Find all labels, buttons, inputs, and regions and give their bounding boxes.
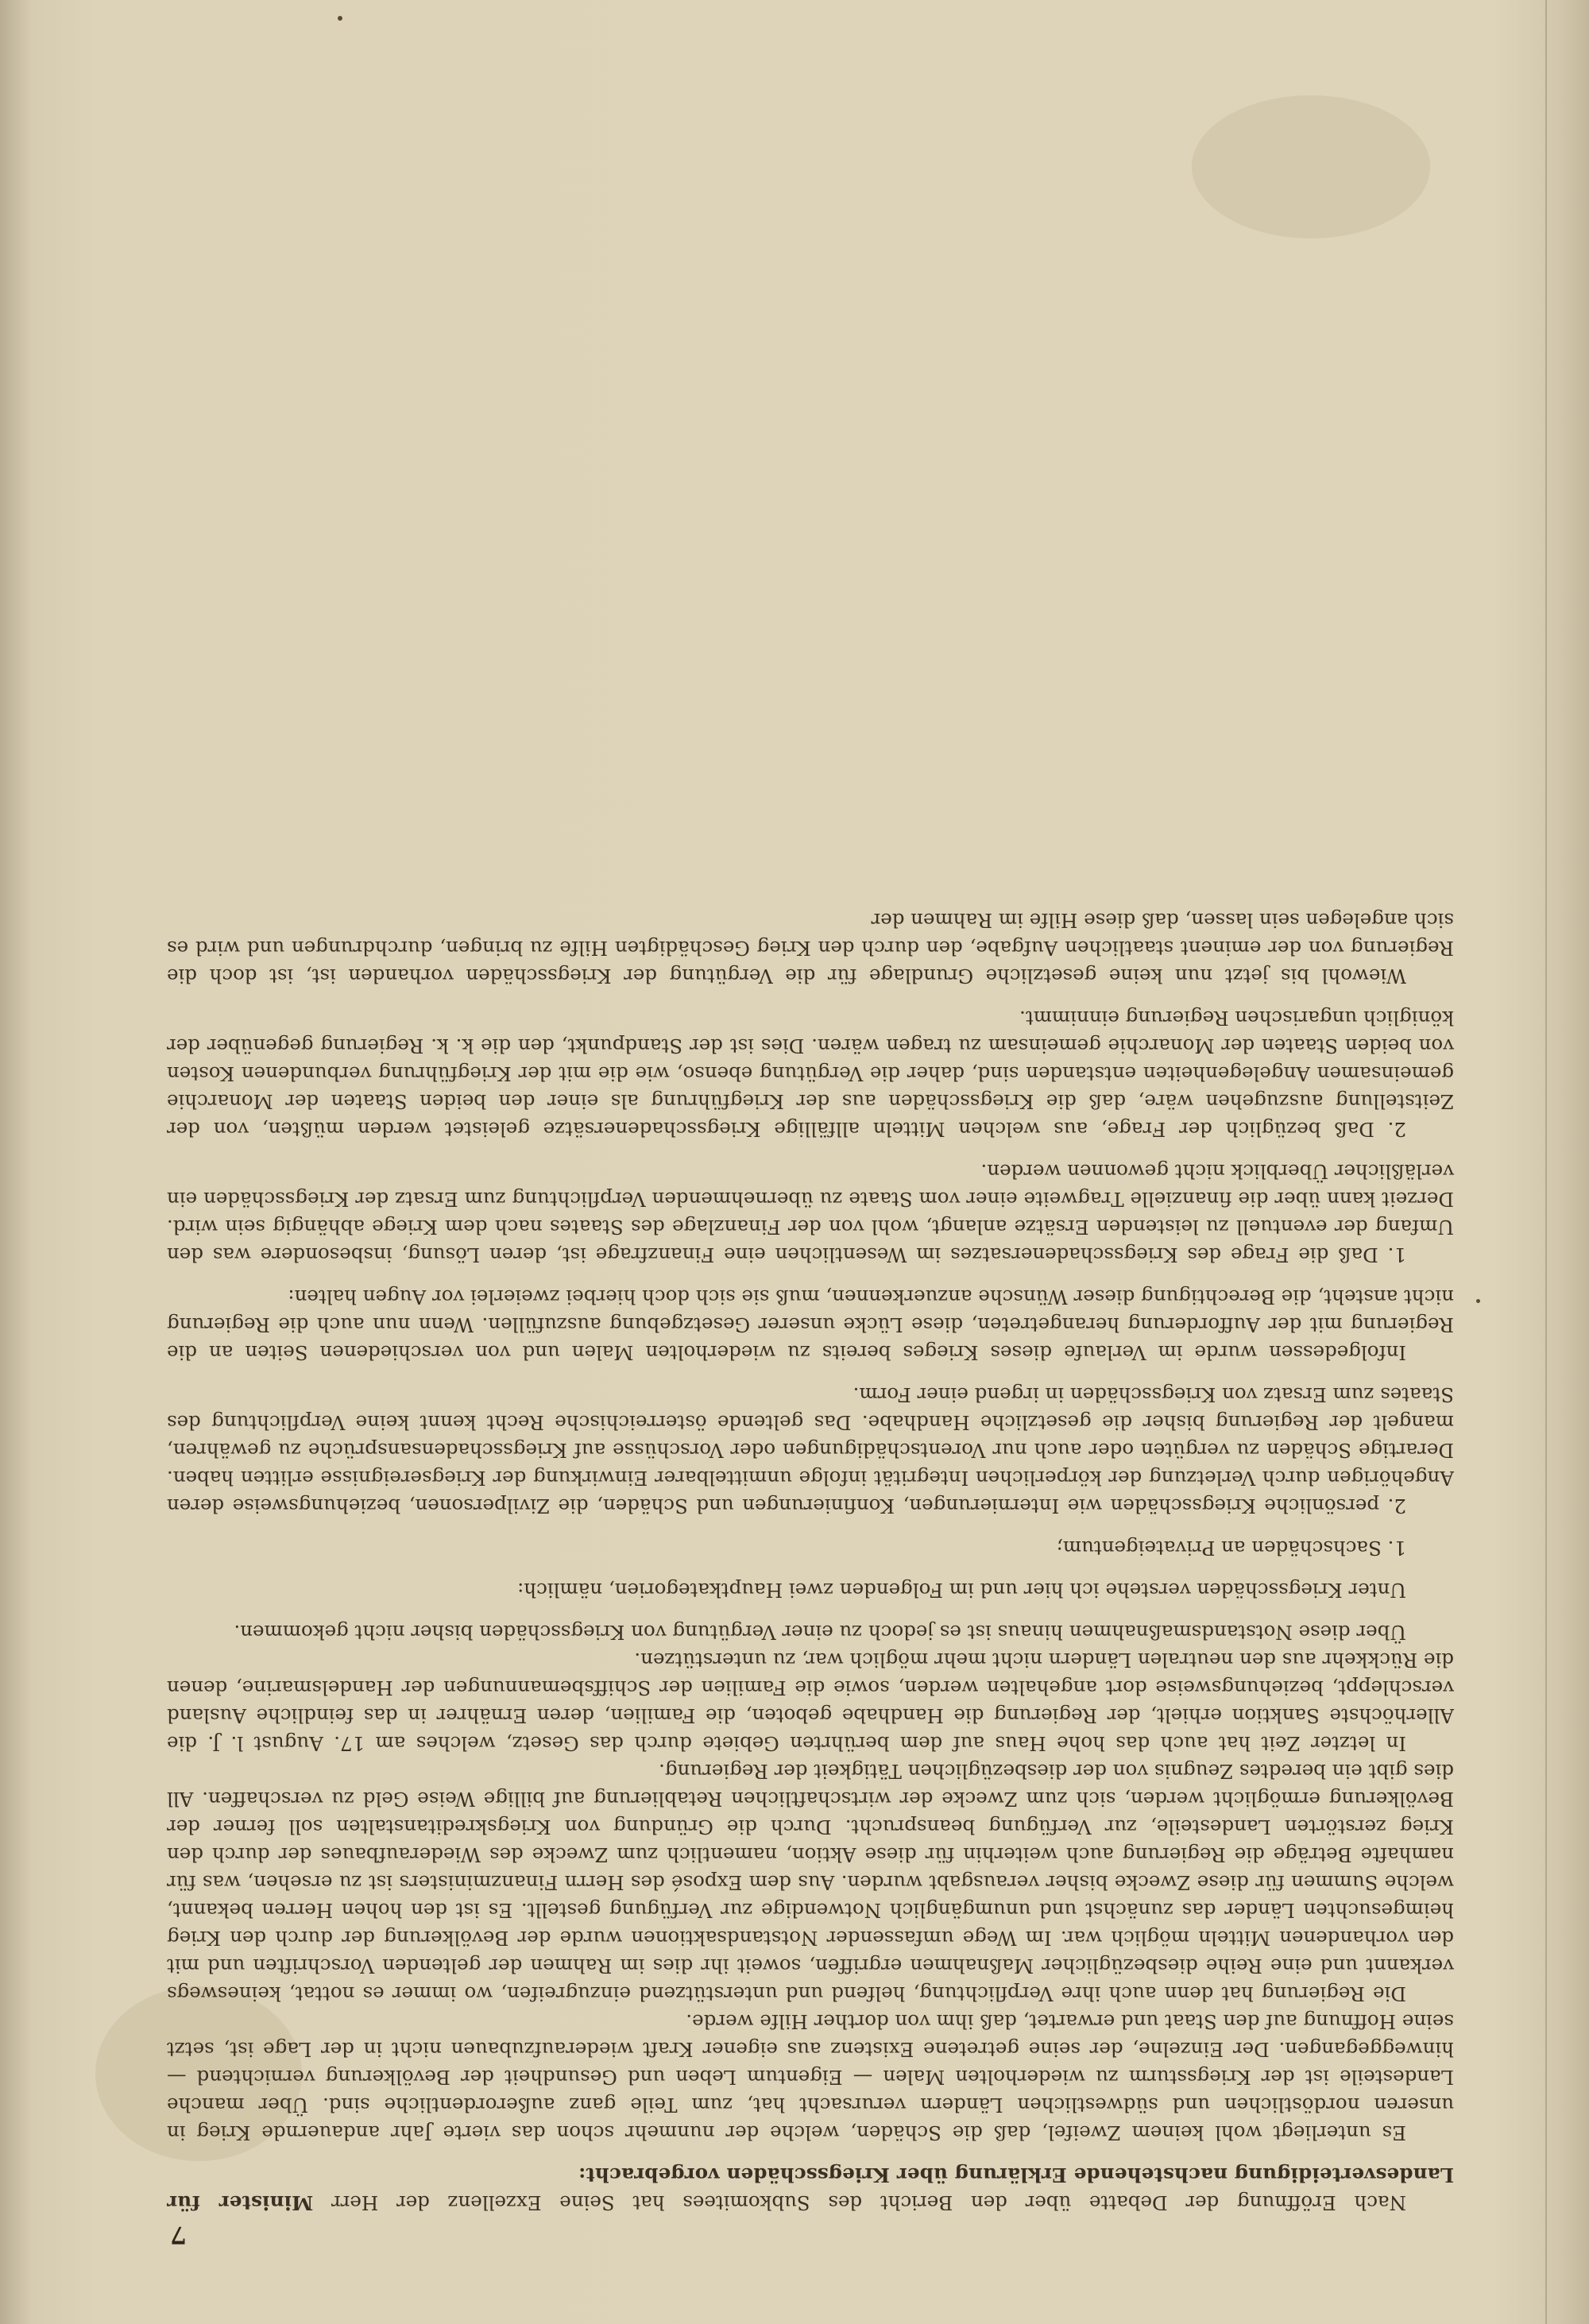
upside-down-text-block — [167, 230, 1454, 2249]
page-number: 7 — [170, 2221, 187, 2249]
ink-spot — [338, 16, 342, 21]
body-paragraph: Über diese Notstandsmaßnahmen hinaus ist es jedoch zu einer Vergütung von Kriegsschäden bisher nicht gekommen. — [234, 1621, 1406, 1644]
body-paragraph: Die Regierung hat denn auch ihre Verpflichtung, helfend und unterstützend einzugreifen, wo immer es nottat, keineswegs verkannt und eine Reihe diesbezüglicher Maßnahmen ergriffen, soweit ihr dies im Rahmen der geltenden Vorschriften und mit den vorhandenen Mitteln möglich war. Im Wege umfassender Notstandsaktionen wurde der Bevölkerung der durch den Krieg heimgesuchten Länder das zunächst und unumgänglich Notwendige zur Verfügung gestellt. Es ist den hohen Herren bekannt, welche Summen für diese Zwecke bisher verausgabt wurden. Aus dem Exposé des Herrn Finanzministers ist zu ersehen, was für namhafte Beträge die Regierung auch weiterhin für diese Aktion, namentlich zum Zwecke des Wiederaufbaues der durch den Krieg zerstörten Landesteile, zur Verfügung beansprucht. Durch die Gründung von Kriegskreditanstalten soll ferner der Bevölkerung ermöglicht werden, sich zum Zwecke der wirtschaftlichen Retablierung auf billige Weise Geld zu verschaffen. All dies gibt ein beredtes Zeugnis von der diesbezüglichen Tätigkeit der Regierung. — [167, 1760, 1454, 2005]
body-paragraph: Unter Kriegsschäden verstehe ich hier und im Folgenden zwei Hauptkategorien, nämlich: — [517, 1579, 1406, 1602]
paper-stain — [1192, 95, 1430, 238]
ink-spot — [1476, 1299, 1480, 1303]
body-paragraph: Infolgedessen wurde im Verlaufe dieses Krieges bereits zu wiederholten Malen und von verschiedenen Seiten an die Regierung mit der Aufforderung herangetreten, diese Lücke unserer Gesetzgebung auszufüllen. Wenn nun auch die Regierung nicht ansteht, die Berechtigung dieser Wünsche anzuerkennen, muß sie sich doch hierbei zweierlei vor Augen halten: — [167, 1286, 1454, 1364]
intro-paragraph — [167, 2161, 1454, 2217]
list-item: 1. Sachschäden an Privateigentum; — [1056, 1537, 1406, 1560]
spacer — [167, 2147, 1454, 2161]
spacer — [167, 1604, 1454, 1618]
body-paragraph: In letzter Zeit hat auch das hohe Haus auf dem berührten Gebiete durch das Gesetz, welches am 17. August l. J. die Allerhöchste Sanktion erhielt, der Regierung die Handhabe geboten, die Familien, deren Ernährer in das feindliche Ausland verschleppt, beziehungsweise dort angehalten werden, sowie die Familien der Schiffsbemannungen der Handelsmarine, denen die Rückkehr aus den neutralen Ländern nicht mehr möglich war, zu unterstützen. — [167, 1649, 1454, 1755]
body-paragraph: 1. Daß die Frage des Kriegsschadenersatzes im Wesentlichen eine Finanzfrage ist, deren Lösung, insbesondere was den Umfang der eventuell zu leistenden Ersätze anlangt, wohl von der Finanzlage des Staates nach dem Kriege abhängig sein wird. Derzeit kann über die finanzielle Tragweite einer vom Staate zu übernehmenden Verpflichtung zum Ersatz der Kriegsschäden ein verläßlicher Überblick nicht gewonnen werden. — [167, 1160, 1454, 1266]
page-fold — [1545, 0, 1547, 2324]
spacer — [167, 990, 1454, 1004]
list-item: 2. persönliche Kriegsschäden wie Internierungen, Konfinierungen und Schäden, die Zivilpersonen, beziehungsweise deren Angehörigen durch Verletzung der körperlichen Integrität infolge unmittelbarer Einwirkung der Kriegsereignisse erlitten haben. Derartige Schäden zu vergüten oder auch nur Vorentschädigungen oder Vorschüsse auf Kriegsschadensansprüche zu gewähren, mangelt der Regierung bisher die gesetzliche Handhabe. Das geltende österreichische Recht kennt keine Verpflichtung des Staates zum Ersatz von Kriegsschäden in irgend einer Form. — [167, 1383, 1454, 1518]
spacer — [167, 1143, 1454, 1158]
spacer — [167, 1269, 1454, 1283]
body-paragraph: Es unterliegt wohl keinem Zweifel, daß die Schäden, welche der nunmehr schon das vierte Jahr andauernde Krieg in unseren nordöstlichen und südwestlichen Ländern verursacht hat, zum Teile ganz außerordentliche sind. Über manche Landesteile ist der Kriegssturm zu wiederholten Malen — Eigentum Leben und Gesundheit der Bevölkerung vernichtend — hinweggegangen. Der Einzelne, der seine getretene Existenz aus eigener Kraft wiederaufzubauen nicht in der Lage ist, setzt seine Hoffnung auf den Staat und erwartet, daß ihm von dorther Hilfe werde. — [167, 2010, 1454, 2144]
spacer — [167, 1367, 1454, 1381]
spacer — [167, 1520, 1454, 1534]
body-paragraph: Wiewohl bis jetzt nun keine gesetzliche Grundlage für die Vergütung der Kriegsschäden vorhanden ist, ist doch die Regierung von der eminent staatlichen Aufgabe, den durch den Krieg Geschädigten Hilfe zu bringen, durchdrungen und wird es sich angelegen sein lassen, daß diese Hilfe im Rahmen der — [167, 909, 1454, 988]
body-paragraph: 2. Daß bezüglich der Frage, aus welchen Mitteln allfällige Kriegsschadenersätze geleistet werden müßten, von der Zeitstellung auszugehen wäre, daß die Kriegsschäden aus der Kriegführung als einer den beiden Staaten der Monarchie gemeinsamen Angelegenheiten entstanden sind, daher die Vergütung ebenso, wie die mit der Kriegführung verbundenen Kosten von beiden Staaten der Monarchie gemeinsam zu tragen wären. Dies ist der Standpunkt, den die k. k. Regierung gegenüber der königlich ungarischen Regierung einnimmt. — [167, 1007, 1454, 1141]
intro-title: Minister für Landesverteidigung nachstehende Erklärung über Kriegsschäden vorgebracht: — [166, 2164, 1454, 2214]
intro-lead: Nach Eröffnung der Debatte über den Bericht des Subkomitees hat Seine Exzellenz der Herr — [331, 2191, 1406, 2214]
spacer — [167, 1562, 1454, 1576]
